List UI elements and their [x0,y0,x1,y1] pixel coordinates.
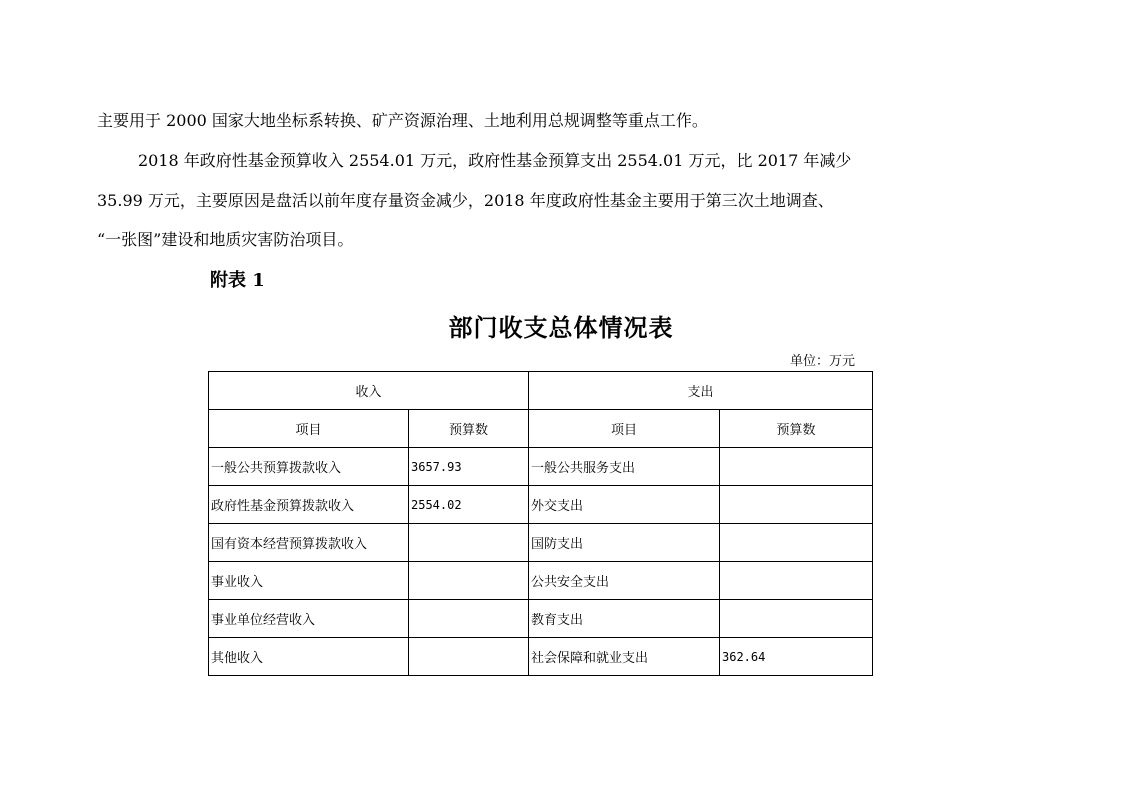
expense-amount-header: 预算数 [720,410,873,448]
income-item-cell: 事业单位经营收入 [209,600,409,638]
table-row [209,524,873,562]
expense-item-header: 项目 [529,410,720,448]
expense-amount-cell [720,486,873,524]
table-group-header-row [209,372,873,410]
body-paragraph-line: 主要用于 2000 国家大地坐标系转换、矿产资源治理、土地利用总规调整等重点工作。 [97,111,708,130]
income-item-cell: 国有资本经营预算拨款收入 [209,524,409,562]
income-expense-table [208,371,873,676]
income-amount-cell: 3657.93 [409,448,529,486]
appendix-label: 附表 1 [210,270,265,291]
income-amount-cell [409,600,529,638]
expense-group-header: 支出 [529,372,873,410]
expense-item-cell: 国防支出 [529,524,720,562]
income-amount-header: 预算数 [409,410,529,448]
expense-amount-cell [720,448,873,486]
unit-label: 单位：万元 [790,354,856,369]
body-paragraph-line: “一张图”建设和地质灾害防治项目。 [97,230,354,249]
income-amount-cell [409,562,529,600]
income-item-cell: 事业收入 [209,562,409,600]
table-title: 部门收支总体情况表 [448,313,674,342]
income-item-cell: 其他收入 [209,638,409,676]
table-row [209,600,873,638]
expense-amount-cell [720,524,873,562]
income-amount-cell [409,638,529,676]
table-row [209,638,873,676]
body-paragraph-line: 2018 年政府性基金预算收入 2554.01 万元，政府性基金预算支出 2554.01 万元，比 2017 年减少 [138,151,852,170]
table-row [209,448,873,486]
expense-amount-cell [720,562,873,600]
income-item-cell: 一般公共预算拨款收入 [209,448,409,486]
expense-item-cell: 教育支出 [529,600,720,638]
income-item-header: 项目 [209,410,409,448]
table-row [209,562,873,600]
expense-item-cell: 外交支出 [529,486,720,524]
table-column-header-row [209,410,873,448]
income-amount-cell: 2554.02 [409,486,529,524]
expense-amount-cell [720,600,873,638]
body-paragraph-line: 35.99 万元，主要原因是盘活以前年度存量资金减少，2018 年度政府性基金主要用于第三次土地调查、 [97,191,834,210]
expense-amount-cell: 362.64 [720,638,873,676]
income-amount-cell [409,524,529,562]
expense-item-cell: 公共安全支出 [529,562,720,600]
expense-item-cell: 一般公共服务支出 [529,448,720,486]
table-row [209,486,873,524]
income-item-cell: 政府性基金预算拨款收入 [209,486,409,524]
income-group-header: 收入 [209,372,529,410]
expense-item-cell: 社会保障和就业支出 [529,638,720,676]
